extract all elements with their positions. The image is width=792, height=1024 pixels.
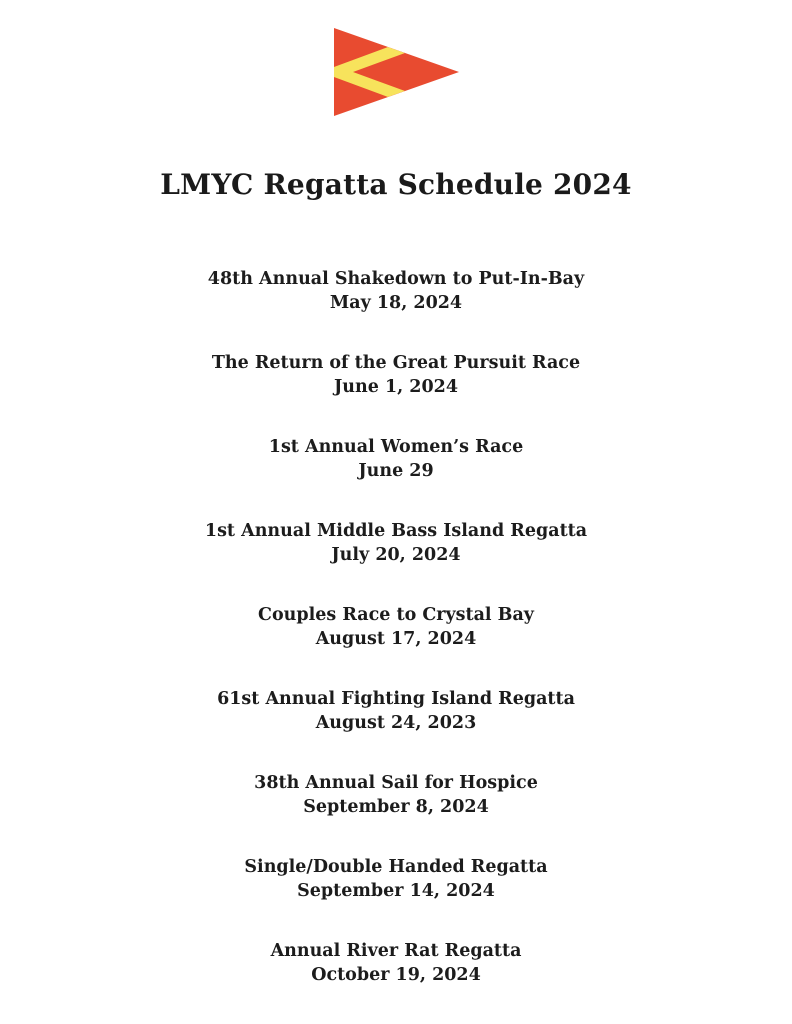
event-name: 38th Annual Sail for Hospice xyxy=(254,773,538,793)
event-item xyxy=(0,855,792,903)
event-item xyxy=(0,351,792,399)
event-date: September 8, 2024 xyxy=(303,797,489,817)
event-date: June 29 xyxy=(358,461,434,481)
event-date: June 1, 2024 xyxy=(333,377,459,397)
event-name: 1st Annual Middle Bass Island Regatta xyxy=(204,521,588,541)
event-name: Single/Double Handed Regatta xyxy=(244,857,548,877)
event-name: 1st Annual Women’s Race xyxy=(268,437,524,457)
event-name: 61st Annual Fighting Island Regatta xyxy=(217,689,575,709)
event-date: July 20, 2024 xyxy=(331,545,461,565)
event-date: May 18, 2024 xyxy=(329,293,463,313)
event-name: Annual River Rat Regatta xyxy=(270,941,522,961)
page-title: LMYC Regatta Schedule 2024 xyxy=(160,168,632,201)
event-name: Couples Race to Crystal Bay xyxy=(258,605,534,625)
event-date: September 14, 2024 xyxy=(297,881,495,901)
event-date: August 17, 2024 xyxy=(315,629,477,649)
burgee-flag-icon xyxy=(334,28,459,116)
event-item xyxy=(0,267,792,315)
event-date: August 24, 2023 xyxy=(315,713,477,733)
event-item xyxy=(0,603,792,651)
event-item xyxy=(0,687,792,735)
event-date: October 19, 2024 xyxy=(311,965,481,985)
club-burgee-logo xyxy=(0,0,792,116)
event-name: The Return of the Great Pursuit Race xyxy=(211,353,581,373)
event-item xyxy=(0,939,792,987)
event-name: 48th Annual Shakedown to Put-In-Bay xyxy=(207,269,585,289)
event-item xyxy=(0,771,792,819)
event-list xyxy=(0,267,792,987)
event-item xyxy=(0,519,792,567)
event-item xyxy=(0,435,792,483)
